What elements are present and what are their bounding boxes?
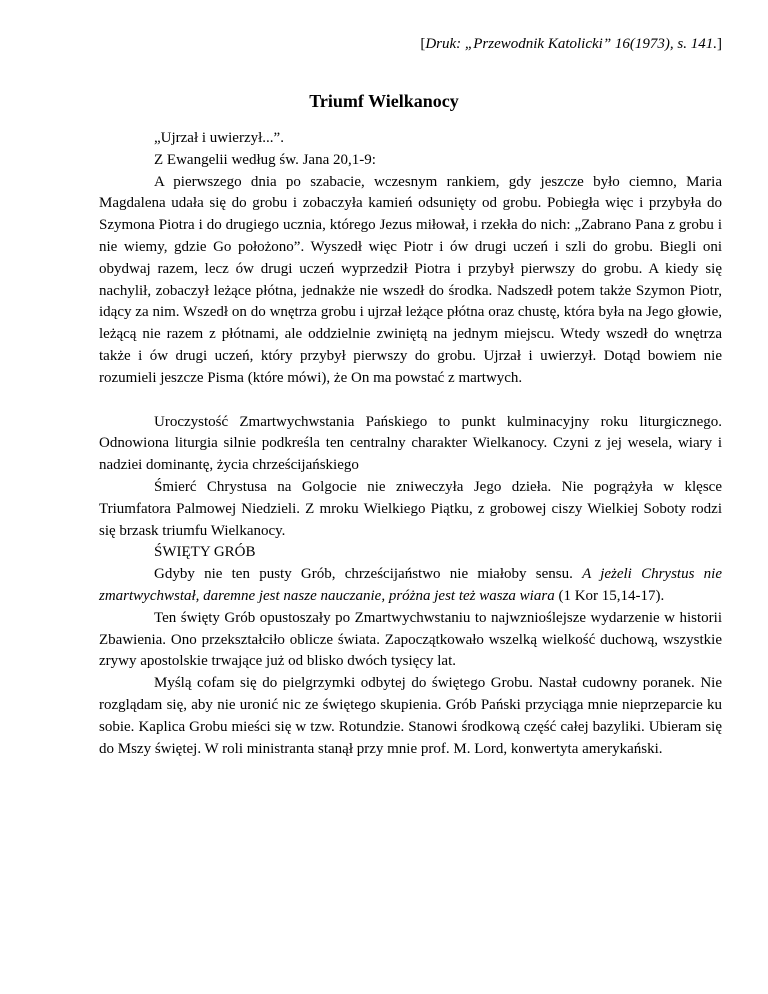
page-title: Triumf Wielkanocy (309, 91, 459, 111)
paragraph-3-start: Gdyby nie ten pusty Grób, chrześcijaństwo nie miałoby sensu. (154, 566, 583, 583)
section-heading: ŚWIĘTY GRÓB (154, 544, 256, 561)
paragraph-3-reference: (1 Kor 15,14-17). (554, 587, 665, 604)
paragraph-3 (99, 564, 722, 608)
article-body (99, 128, 722, 760)
paragraph-4: Ten święty Grób opustoszały po Zmartwychwstaniu to najwznioślejsze wydarzenie w historii Zbawienia. Ono przekształciło oblicze świata. Zapoczątkowało wszelką wielkość duchową, wszystkie zrywy apostolskie trwające już od blisko dwóch tysięcy lat. (99, 609, 722, 670)
paragraph-2: Śmierć Chrystusa na Golgocie nie zniweczyła Jego dzieła. Nie pogrążyła w klęsce Triumfatora Palmowej Niedzieli. Z mroku Wielkiego Piątku, z grobowej ciszy Wielkiej Soboty rodzi się brzask triumfu Wielkanocy. (99, 478, 722, 539)
gospel-source: Z Ewangelii według św. Jana 20,1-9: (154, 151, 376, 168)
citation-open-bracket: [ (420, 36, 426, 52)
gospel-quote: „Ujrzał i uwierzył...”. (154, 130, 284, 146)
paragraph-1: Uroczystość Zmartwychwstania Pańskiego to punkt kulminacyjny roku liturgicznego. Odnowiona liturgia silnie podkreśla ten centralny charakter Wielkanocy. Czyni z jej wesela, wiary i nadziei dominantę, życia chrześcijańskiego (99, 413, 722, 474)
citation-source: Druk: „Przewodnik Katolicki” 16(1973), s. 141. (425, 36, 717, 52)
print-citation (420, 34, 722, 54)
citation-close-bracket: ] (717, 36, 722, 52)
paragraph-3-scripture: A jeżeli Chrystus nie zmartwychwstał, daremne jest nasze nauczanie, próżna jest też wasza wiara (99, 566, 722, 604)
paragraph-5: Myślą cofam się do pielgrzymki odbytej do świętego Grobu. Nastał cudowny poranek. Nie rozglądam się, aby nie uronić nic ze świętego skupienia. Grób Pański przyciąga mnie nieprzeparcie ku sobie. Kaplica Grobu mieści się w tzw. Rotundzie. Stanowi środkową część całej bazyliki. Ubieram się do Mszy świętej. W roli ministranta stanął przy mnie prof. M. Lord, konwertyta amerykański. (99, 675, 722, 757)
gospel-passage: A pierwszego dnia po szabacie, wczesnym rankiem, gdy jeszcze było ciemno, Maria Magdalena udała się do grobu i zobaczyła kamień odsunięty od grobu. Pobiegła więc i przybyła do Szymona Piotra i do drugiego ucznia, którego Jezus miłował, i rzekła do nich: „Zabrano Pana z grobu i nie wiemy, gdzie Go położono”. Wyszedł więc Piotr i ów drugi uczeń i szli do grobu. Biegli oni obydwaj razem, lecz ów drugi uczeń wyprzedził Piotra i przybył pierwszy do grobu. A kiedy się nachylił, zobaczył leżące płótna, jednakże nie wszedł do środka. Nadszedł potem także Szymon Piotr, idący za nim. Wszedł on do wnętrza grobu i ujrzał leżące płótna oraz chustę, która była na Jego głowie, leżącą nie razem z płótnami, ale oddzielnie zwiniętą na jednym miejscu. Wtedy wszedł do wnętrza także i ów drugi uczeń, który przybył pierwszy do grobu. Ujrzał i uwierzył. Dotąd bowiem nie rozumieli jeszcze Pisma (które mówi), że On ma powstać z martwych. (99, 173, 722, 386)
